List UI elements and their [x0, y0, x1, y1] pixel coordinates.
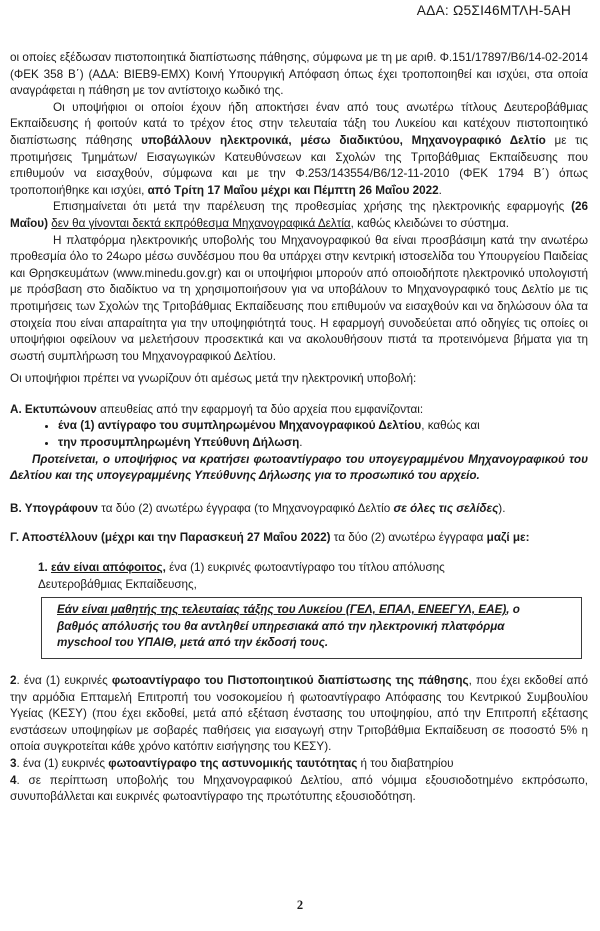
page-number: 2: [296, 898, 304, 912]
list-item-declaration: • την προσυμπληρωμένη Υπεύθυνη Δήλωση.: [58, 435, 588, 452]
numbered-item-3: 3. ένα (1) ευκρινές φωτοαντίγραφο της αστυνομικής ταυτότητας ή του διαβατηρίου: [10, 756, 454, 770]
ada-code: ΑΔΑ: Ω5ΣΙ46ΜΤΛΗ-5ΑΗ: [416, 3, 571, 18]
numbered-item-2: 2. ένα (1) ευκρινές φωτοαντίγραφο του Πιστοποιητικού διαπίστωσης της πάθησης, που έχει εκδοθεί από την αρμόδια Επταμελή Επιτροπή του νοσοκομείου ή φωτοαντίγραφο Απόφασης του Κεντρικού Συμβουλίου Υγείας (ΚΕΣΥ) (που έχει εκδοθεί, μετά από εξέταση ένστασης του υποψηφίου, από την Επιτροπή εξέτασης ενστάσεων υποψηφίων με σοβαρές παθήσεις για εισαγωγή στην Τριτοβάθμια Εκπαίδευση σε ποσοστό 5% η οποία συγκροτείται κάθε χρόνο κατόπιν εισήγησης του ΚΕΣΥ).: [10, 674, 588, 754]
paragraph-certificates: οι οποίες εξέδωσαν πιστοποιητικά διαπίστωσης πάθησης, σύμφωνα με τη με αριθ. Φ.151/17897/Β6/14-02-2014 (ΦΕΚ 358 Β΄) (ΑΔΑ: ΒΙΕΒ9-ΕΜΧ) Κοινή Υπουργική Απόφαση όπως έχει τροποποιηθεί και ισχύει, στα οποία αναγράφεται η πάθηση με τον αντίστοιχο κωδικό της.: [10, 51, 588, 98]
note-box-text: Εάν είναι μαθητής της τελευταίας τάξης του Λυκείου (ΓΕΛ, ΕΠΑΛ, ΕΝΕΕΓΥΛ, ΕΑΕ), ο βαθμός απόλυσής του θα αντληθεί υπηρεσιακά από την ηλεκτρονική πλατφόρμα myschool του ΥΠΑΙΘ, μετά από την έκδοσή τους.: [57, 603, 520, 650]
document-body: [10, 50, 588, 806]
paragraph-submission: Οι υποψήφιοι οι οποίοι έχουν ήδη αποκτήσει έναν από τους ανωτέρω τίτλους Δευτεροβάθμιας Εκπαίδευσης ή φοιτούν κατά το τρέχον έτος στην τελευταία τάξη του Λυκείου και κατέχουν πιστοποιητικό διαπίστωσης πάθησης υποβάλλουν ηλεκτρονικά, μέσω διαδικτύου, Μηχανογραφικό Δελτίο με τις προτιμήσεις Τμημάτων/ Εισαγωγικών Κατευθύνσεων και Σχολών της Τριτοβάθμιας Εκπαίδευσης που επιθυμούν να εισαχθούν, σύμφωνα και με την Φ.253/143554/Β6/12-11-2010 (ΦΕΚ 1794 Β΄) όπως τροποποιήθηκε και ισχύει, από Τρίτη 17 Μαΐου μέχρι και Πέμπτη 26 Μαΐου 2022.: [10, 100, 589, 197]
paragraph-recommendation: Προτείνεται, ο υποψήφιος να κρατήσει φωτοαντίγραφο του υπογεγραμμένου Μηχανογραφικού του Δελτίου και της υπογεγραμμένης Υπεύθυνης Δήλωσης για το προσωπικό του αρχείο.: [10, 452, 588, 483]
print-files-list: [10, 418, 588, 451]
section-b-heading: Β. Υπογράφουν τα δύο (2) ανωτέρω έγγραφα (το Μηχανογραφικό Δελτίο σε όλες τις σελίδες).: [10, 501, 506, 515]
note-box: [41, 597, 582, 659]
paragraph-after-submission-intro: Οι υποψήφιοι πρέπει να γνωρίζουν ότι αμέσως μετά την ηλεκτρονική υποβολή:: [10, 372, 417, 386]
paragraph-deadline-warning: Επισημαίνεται ότι μετά την παρέλευση της προθεσμίας χρήσης της ηλεκτρονικής εφαρμογής (26 Μαΐου) δεν θα γίνονται δεκτά εκπρόθεσμα Μηχανογραφικά Δελτία, καθώς κλειδώνει το σύστημα.: [10, 200, 588, 230]
list-item-mechanographic-copy: • ένα (1) αντίγραφο του συμπληρωμένου Μηχανογραφικού Δελτίου, καθώς και: [58, 418, 588, 435]
paragraph-platform-info: Η πλατφόρμα ηλεκτρονικής υποβολής του Μηχανογραφικού θα είναι προσβάσιμη κατά την ανωτέρω προθεσμία όλο το 24ωρο μέσω συνδέσμου που θα υπάρχει στην κεντρική ιστοσελίδα του Υπουργείου Παιδείας και Θρησκευμάτων (www.minedu.gov.gr) και οι υποψήφιοι μπορούν από οποιοδήποτε ηλεκτρονικό υπολογιστή με πρόσβαση στο διαδίκτυο να τη χρησιμοποιήσουν για να υποβάλουν το Μηχανογραφικό τους Δελτίο με τις προτιμήσεις των Σχολών της Τριτοβάθμιας Εκπαίδευσης που επιθυμούν να εισαχθούν και να δηλώσουν όλα τα στοιχεία που είναι απαραίτητα για την υποψηφιότητά τους. Η εφαρμογή συνοδεύεται από οδηγίες τις οποίες οι υποψήφιοι οφείλουν να μελετήσουν προσεκτικά και να ακολουθήσουν πιστά τα προτεινόμενα βήματα για τη σωστή συμπλήρωση του Μηχανογραφικού Δελτίου.: [10, 233, 588, 363]
numbered-item-1: 1. εάν είναι απόφοιτος, ένα (1) ευκρινές φωτοαντίγραφο του τίτλου απόλυσης Δευτεροβάθμιας Εκπαίδευσης,: [38, 561, 445, 591]
section-a-heading: Α. Εκτυπώνουν απευθείας από την εφαρμογή τα δύο αρχεία που εμφανίζονται:: [10, 402, 424, 416]
numbered-item-4: 4. σε περίπτωση υποβολής του Μηχανογραφικού Δελτίου, από νόμιμα εξουσιοδοτημένο εκπρόσωπο, συνυποβάλλεται και ευκρινές φωτοαντίγραφο της πρωτότυπης εξουσιοδότηση.: [10, 773, 588, 804]
section-c-heading: Γ. Αποστέλλουν (μέχρι και την Παρασκευή 27 Μαΐου 2022) τα δύο (2) ανωτέρω έγγραφα μαζί με:: [10, 531, 530, 545]
